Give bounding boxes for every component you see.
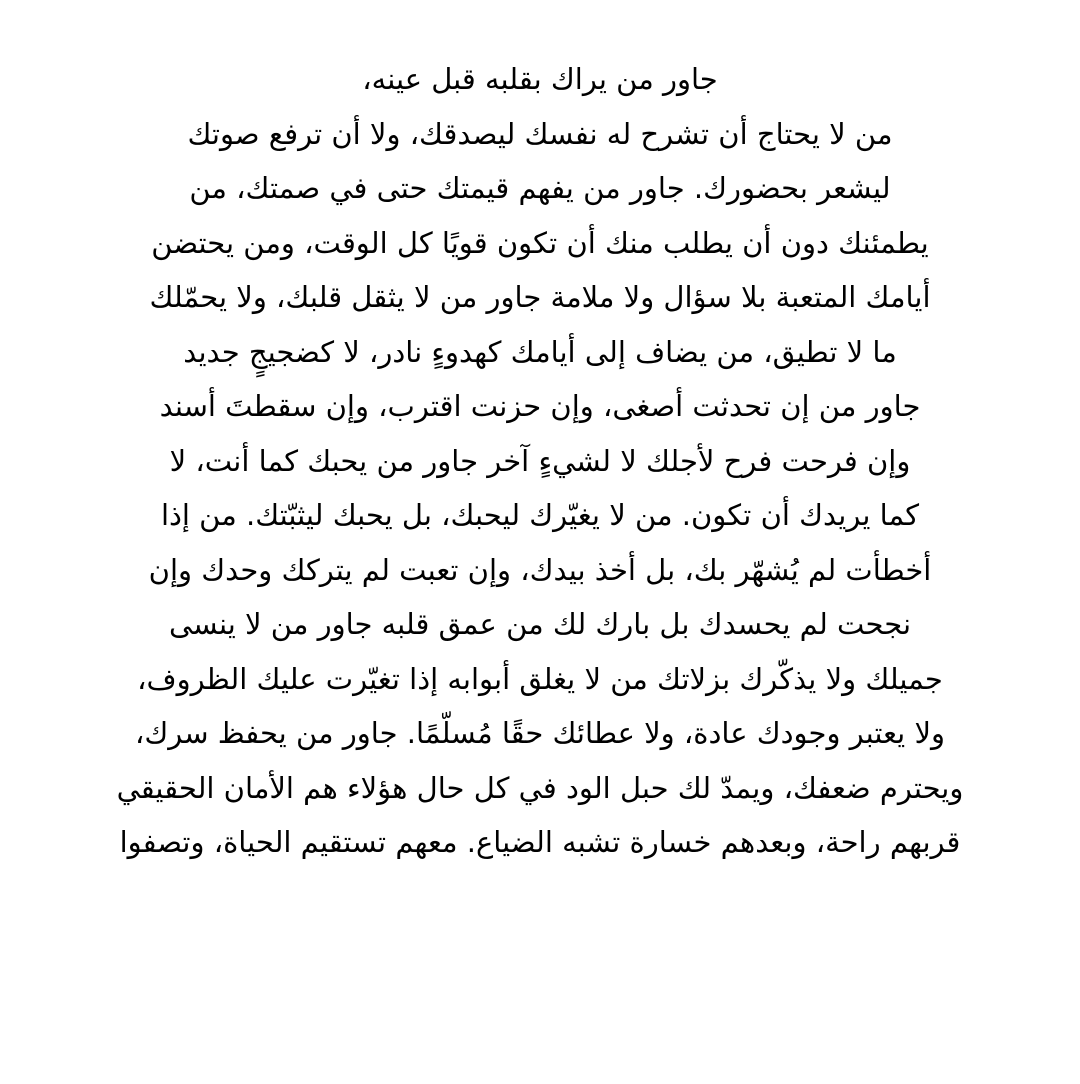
text-line-5: أيامك المتعبة بلا سؤال ولا ملامة جاور من لا يثقل قلبك، ولا يحمّلك	[149, 280, 931, 314]
text-line-1: جاور من يراك بقلبه قبل عينه،	[362, 62, 718, 96]
text-line-12: جميلك ولا يذكّرك بزلاتك من لا يغلق أبوابه إذا تغيّرت عليك الظروف،	[137, 661, 943, 696]
text-line-14: ويحترم ضعفك، ويمدّ لك حبل الود في كل حال هؤلاء هم الأمان الحقيقي	[116, 770, 964, 805]
text-line-4: يطمئنك دون أن يطلب منك أن تكون قويًا كل الوقت، ومن يحتضن	[151, 225, 929, 260]
text-line-3: ليشعر بحضورك. جاور من يفهم قيمتك حتى في صمتك، من	[189, 171, 891, 205]
text-line-9: كما يريدك أن تكون. من لا يغيّرك ليحبك، بل يحبك ليثبّتك. من إذا	[160, 498, 920, 532]
text-line-2: من لا يحتاج أن تشرح له نفسك ليصدقك، ولا أن ترفع صوتك	[187, 116, 893, 151]
text-line-7: جاور من إن تحدثت أصغى، وإن حزنت اقترب، وإن سقطتَ أسند	[159, 389, 921, 423]
text-line-13: ولا يعتبر وجودك عادة، ولا عطائك حقًا مُسلّمًا. جاور من يحفظ سرك،	[134, 716, 946, 750]
text-line-10: أخطأت لم يُشهّر بك، بل أخذ بيدك، وإن تعبت لم يتركك وحدك وإن	[148, 552, 932, 587]
text-line-11: نجحت لم يحسدك بل بارك لك من عمق قلبه جاور من لا ينسى	[168, 607, 912, 641]
text-line-15: قربهم راحة، وبعدهم خسارة تشبه الضياع. معهم تستقيم الحياة، وتصفوا	[119, 825, 961, 859]
arabic-text-block	[40, 52, 1040, 870]
text-line-6: ما لا تطيق، من يضاف إلى أيامك كهدوءٍ نادر، لا كضجيجٍ جديد	[183, 334, 897, 369]
text-line-8: وإن فرحت فرح لأجلك لا لشيءٍ آخر جاور من يحبك كما أنت، لا	[169, 443, 911, 478]
